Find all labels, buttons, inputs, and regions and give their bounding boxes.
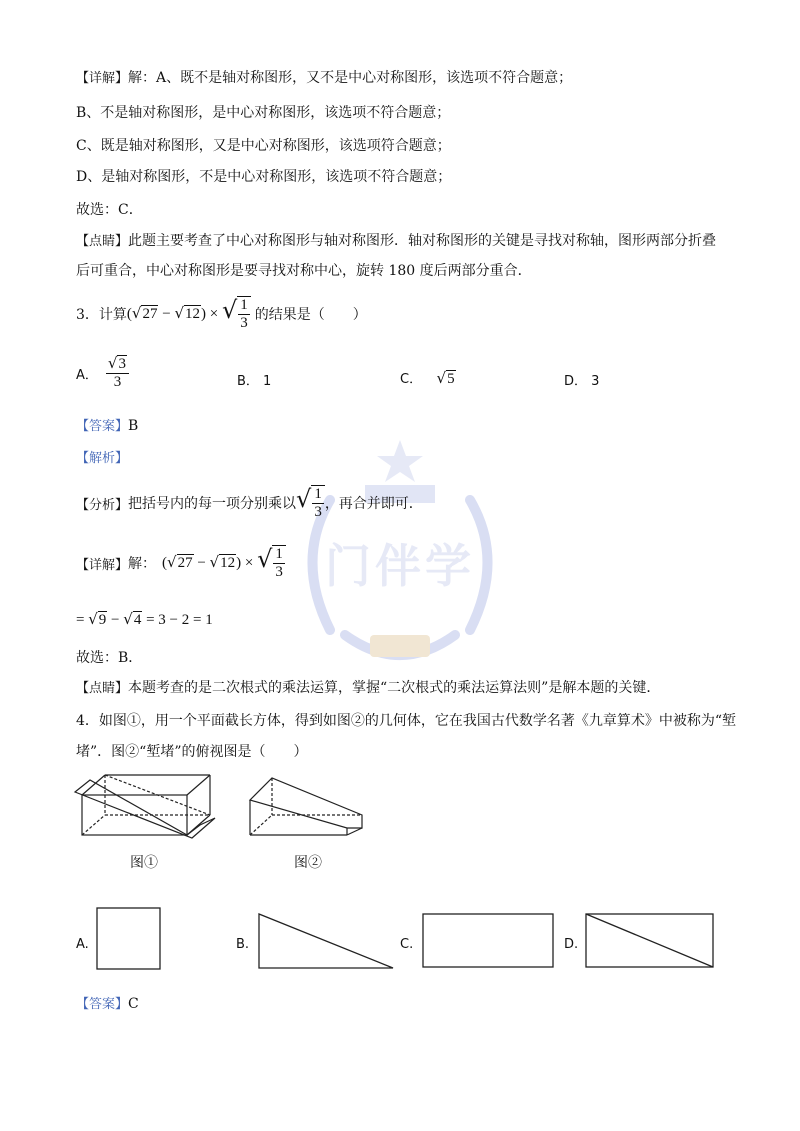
option-c-rectangle: [422, 913, 555, 969]
q3-option-d: D． 3: [564, 374, 600, 389]
fenxi-tag: 【分析】: [76, 497, 129, 513]
q3-question: [76, 296, 367, 332]
figure-1-cuboid: [70, 770, 220, 850]
q2-comment-line1: [76, 230, 716, 250]
radicand-9: 9: [98, 612, 107, 628]
times-sign: ×: [209, 306, 219, 322]
detail-radicand-12: 12: [220, 555, 236, 571]
option-a-square: [96, 907, 162, 971]
q2-detail-a: 解：A、既不是轴对称图形，又不是中心对称图形，该选项不符合题意；: [128, 70, 573, 86]
q4-option-d-label: D.: [564, 937, 579, 952]
minus-sign: −: [162, 306, 171, 322]
q3-comment-text: 本题考查的是二次根式的乘法运算，掌握“二次根式的乘法运算法则”是解本题的关键．: [128, 680, 661, 696]
detail-minus: −: [197, 555, 206, 571]
option-a-label: A．: [76, 367, 98, 383]
q3-detail: 【详解】 解： (√27 − √12) × √ $\frac{1}{3}$: [76, 545, 286, 581]
detail-denominator: 3: [275, 564, 283, 581]
q3-choose: 故选：B．: [76, 650, 143, 666]
q3-expression: (√27 − √12) × √ $\frac{1}{3}$: [127, 296, 251, 332]
q2-detail-d: D、是轴对称图形，不是中心对称图形，该选项不符合题意；: [76, 169, 452, 185]
watermark: [270, 430, 530, 690]
q4-option-b-label: B.: [236, 937, 250, 952]
analysis-tag: 【解析】: [76, 451, 129, 466]
q2-comment-2: 后可重合，中心对称图形是要寻找对称中心，旋转 180 度后两部分重合．: [76, 263, 532, 279]
q3-prefix: 3．计算: [76, 307, 127, 324]
q3-option-b: B． 1: [237, 374, 272, 389]
q3-option-c: C． √5: [400, 369, 455, 387]
fenxi-denominator: 3: [314, 504, 322, 521]
q3-fenxi: 【分析】 把括号内的每一项分别乘以 √ $\frac{1}{3}$ ，再合并即可．: [76, 485, 423, 521]
option-a-denominator: 3: [113, 374, 122, 390]
q4-line1: 4．如图①，用一个平面截长方体，得到如图②的几何体，它在我国古代数学名著《九章算术》中被称为“堑: [76, 713, 737, 729]
q2-comment-1: 此题主要考查了中心对称图形与轴对称图形．轴对称图形的关键是寻找对称轴，图形两部分折叠: [128, 233, 717, 249]
q2-detail-a-line: [76, 67, 572, 87]
answer-tag: 【答案】: [76, 419, 129, 434]
radicand-12: 12: [185, 306, 201, 322]
radicand-4: 4: [133, 612, 142, 628]
option-c-radicand: 5: [447, 371, 455, 387]
detail-times: ×: [244, 555, 254, 571]
detail-tag: 【详解】: [76, 71, 129, 86]
option-c-label: C．: [400, 372, 423, 387]
detail-radicand-27: 27: [177, 555, 193, 571]
fenxi-numerator: 1: [314, 486, 322, 503]
answer-value: B: [128, 418, 139, 434]
fenxi-fraction: [312, 486, 324, 521]
q3-suffix: 的结果是（ ）: [254, 307, 367, 324]
q3-answer: [76, 415, 138, 434]
q4-answer: [76, 993, 139, 1012]
option-b-triangle: [257, 912, 397, 970]
q3-option-a: [76, 355, 129, 391]
q2-detail-c: C、既是轴对称图形，又是中心对称图形，该选项符合题意；: [76, 138, 451, 154]
radicand-27: 27: [142, 306, 158, 322]
comment-tag: 【点睛】: [76, 234, 129, 249]
q4-answer-value: C: [128, 996, 139, 1012]
option-d-rectangle-diagonal: [585, 913, 715, 969]
fenxi-pre: 把括号内的每一项分别乘以: [128, 496, 297, 513]
fenxi-post: ，再合并即可．: [324, 496, 423, 513]
q4-option-a-label: A.: [76, 937, 89, 952]
figure-2-qiandu: [242, 770, 372, 845]
q4-option-c-label: C.: [400, 937, 414, 952]
q4-answer-tag: 【答案】: [76, 997, 129, 1012]
detail-tag-q3: 【详解】: [76, 557, 129, 573]
option-a-radicand: 3: [118, 356, 126, 372]
q3-step2: = √9 − √4 = 3 − 2 = 1: [76, 610, 213, 628]
q2-detail-b: B、不是轴对称图形，是中心对称图形，该选项不符合题意；: [76, 105, 451, 121]
detail-fraction: [273, 546, 285, 581]
step2-tail: = 3 − 2 = 1: [146, 612, 213, 628]
option-a-fraction: $\frac{√3}{3}$: [106, 355, 129, 391]
fraction-one-third: [238, 297, 250, 332]
detail-numerator: 1: [275, 546, 283, 563]
fraction-denominator: 3: [240, 315, 248, 332]
q2-choose: 故选：C．: [76, 202, 143, 218]
comment-tag-q3: 【点睛】: [76, 681, 129, 696]
detail-pre: 解：: [128, 556, 157, 573]
q3-comment: [76, 677, 660, 697]
fraction-numerator: 1: [240, 297, 248, 314]
watermark-brand: 门伴学: [325, 539, 475, 593]
figure-2-caption: 图②: [294, 855, 322, 871]
q4-line2: 堵”．图②“堑堵”的俯视图是（ ）: [76, 744, 308, 760]
figure-1-caption: 图①: [130, 855, 158, 871]
